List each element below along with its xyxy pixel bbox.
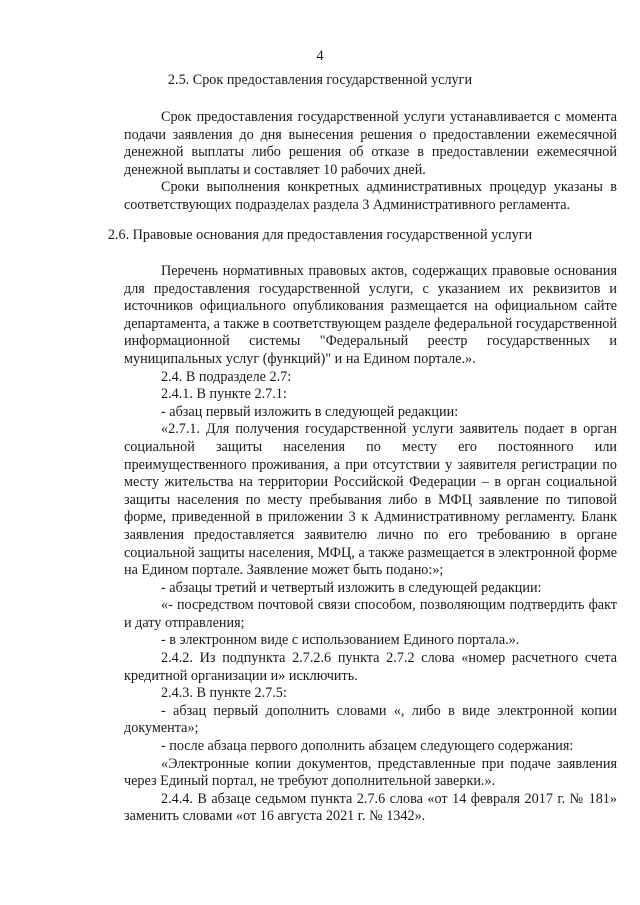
- paragraph: - абзац первый изложить в следующей редакции:: [161, 403, 459, 420]
- section-2-5-body: [124, 109, 617, 215]
- paragraph: «Электронные копии документов, представленные при подаче заявления через Единый портал, не требуют дополнительной заверки.».: [124, 755, 617, 790]
- paragraph: 2.4.3. В пункте 2.7.5:: [161, 685, 287, 702]
- section-2-6-body: [124, 263, 617, 826]
- paragraph: 2.4.2. Из подпункта 2.7.2.6 пункта 2.7.2 слова «номер расчетного счета кредитной организации и» исключить.: [124, 650, 617, 684]
- paragraph: - абзац первый дополнить словами «, либо в виде электронной копии документа»;: [124, 702, 617, 737]
- paragraph: «2.7.1. Для получения государственной услуги заявитель подает в орган социальной защиты населения по месту его постоянного или преимущественного проживания, а при отсутствии у заявителя регистрации по месту жительства на территории Российской Федерации – в орган социальной защиты населения по месту пребывания либо в МФЦ заявление по типовой форме, приведенной в приложении 3 к Административному регламенту. Бланк заявления предоставляется заявителю лично по его требованию в органе социальной защиты населения, МФЦ, а также размещается в электронной форме на Едином портале. Заявление может быть подано:»;: [124, 421, 617, 579]
- paragraph: - в электронном виде с использованием Единого портала.».: [161, 632, 520, 649]
- section-2-6-heading: 2.6. Правовые основания для предоставления государственной услуги: [107, 227, 533, 243]
- section-2-5-heading: 2.5. Срок предоставления государственной услуги: [167, 72, 473, 88]
- paragraph: 2.4.4. В абзаце седьмом пункта 2.7.6 слова «от 14 февраля 2017 г. № 181» заменить словами «от 16 августа 2021 г. № 1342».: [124, 790, 617, 825]
- paragraph: 2.4. В подразделе 2.7:: [161, 368, 292, 385]
- page-number: 4: [316, 48, 324, 64]
- paragraph: - после абзаца первого дополнить абзацем следующего содержания:: [161, 738, 574, 755]
- paragraph: Перечень нормативных правовых актов, содержащих правовые основания для предоставления государственной услуги, с указанием их реквизитов и источников официального опубликования размещается на официальном сайте департамента, а также в соответствующем разделе федеральной государственной информационной системы "Федеральный реестр государственных и муниципальных услуг (функций)" и на Едином портале.».: [124, 263, 617, 367]
- paragraph: Срок предоставления государственной услуги устанавливается с момента подачи заявления до дня вынесения решения о предоставлении ежемесячной денежной выплаты либо решения об отказе в предоставлении ежемесячной денежной выплаты и составляет 10 рабочих дней.: [124, 109, 617, 178]
- paragraph: Сроки выполнения конкретных административных процедур указаны в соответствующих подразделах раздела 3 Административного регламента.: [124, 179, 617, 213]
- paragraph: - абзацы третий и четвертый изложить в следующей редакции:: [161, 579, 542, 596]
- paragraph: 2.4.1. В пункте 2.7.1:: [161, 386, 287, 403]
- paragraph: «- посредством почтовой связи способом, позволяющим подтвердить факт и дату отправления;: [124, 597, 617, 631]
